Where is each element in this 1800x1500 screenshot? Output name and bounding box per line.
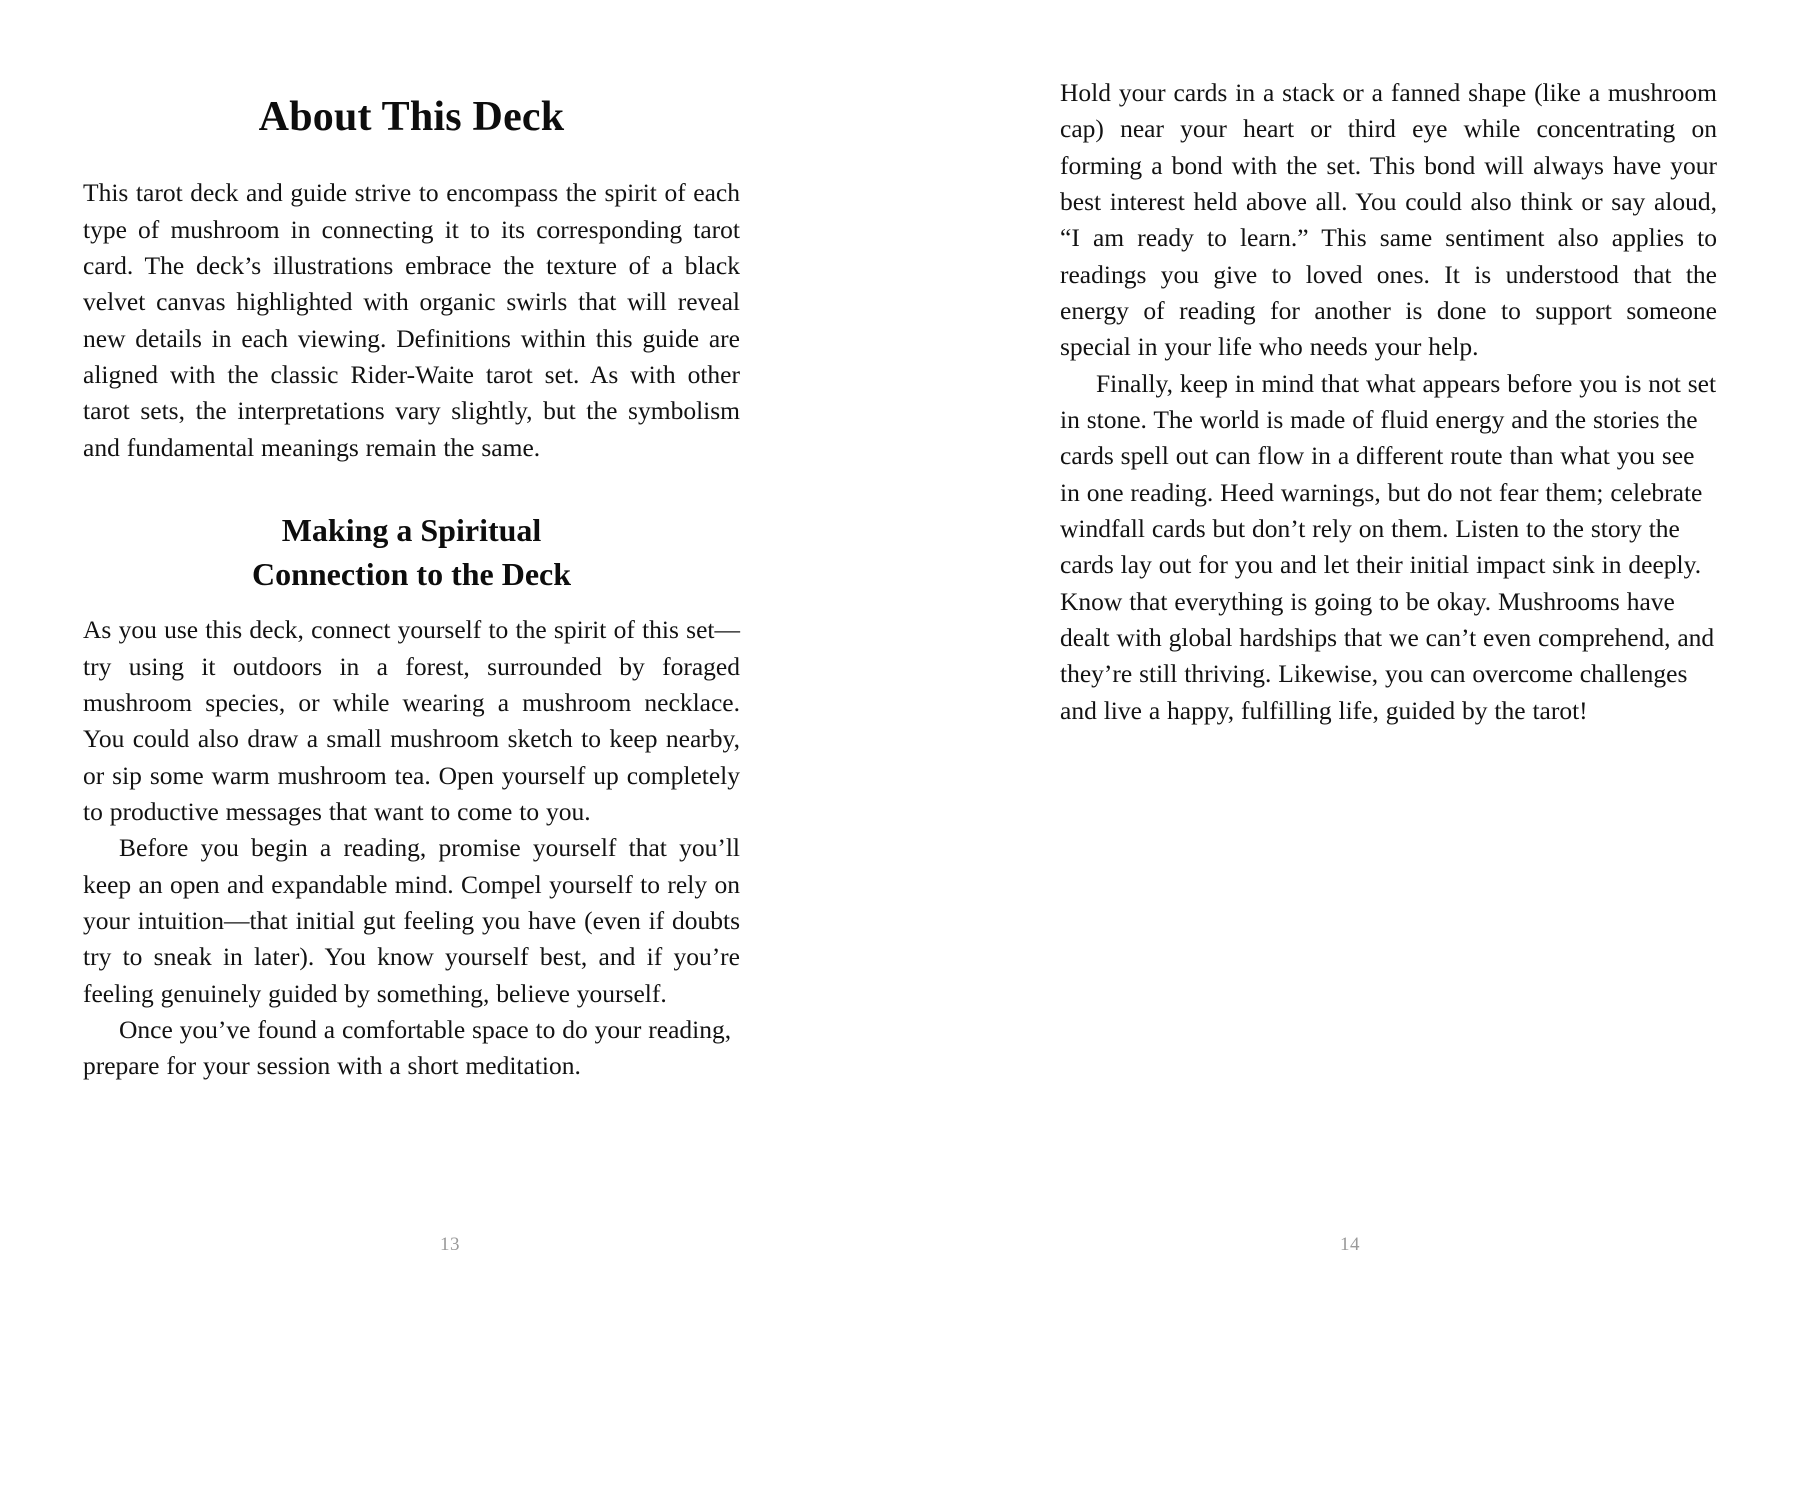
left-page-text-column bbox=[83, 93, 740, 1085]
page-number-left: 13 bbox=[440, 1234, 460, 1255]
right-page bbox=[900, 0, 1800, 1500]
paragraph-finally-keep-in-mind: Finally, keep in mind that what appears before you is not set in stone. The world is made of fluid energy and the stories the cards spell out can flow in a different route than what you see in one reading. Heed warnings, but do not fear them; celebrate windfall cards but don’t rely on them. Listen to the story the cards lay out for you and let their initial impact sink in deeply. Know that everything is going to be okay. Mushrooms have dealt with global hardships that we can’t even comprehend, and they’re still thriving. Likewise, you can overcome challenges and live a happy, fulfilling life, guided by the tarot! bbox=[1060, 368, 1717, 725]
paragraph-hold-your-cards: Hold your cards in a stack or a fanned shape (like a mushroom cap) near your heart or third eye while concentrating on forming a bond with the set. This bond will always have your best interest held above all. You could also think or say aloud, “I am ready to learn.” This same sentiment also applies to readings you give to loved ones. It is understood that the energy of reading for another is done to support someone special in your life who needs your help. bbox=[1060, 78, 1717, 362]
section-heading-line-2: Connection to the Deck bbox=[251, 556, 572, 593]
section-heading-spiritual-connection bbox=[83, 508, 740, 596]
paragraph-comfortable-space: Once you’ve found a comfortable space to do your reading, prepare for your session with a short meditation. bbox=[83, 1014, 732, 1081]
paragraph-connect-yourself: As you use this deck, connect yourself to the spirit of this set—try using it outdoors in a forest, surrounded by foraged mushroom species, or while wearing a mushroom necklace. You could also draw a small mushroom sketch to keep nearby, or sip some warm mushroom tea. Open yourself up completely to productive messages that want to come to you. bbox=[83, 615, 740, 826]
right-page-text-column bbox=[1060, 75, 1717, 729]
page-title: About This Deck bbox=[258, 94, 565, 140]
paragraph-before-reading: Before you begin a reading, promise yourself that you’ll keep an open and expandable mind. Compel yourself to rely on your intuition—that initial gut feeling you have (even if doubts try to sneak in later). You know yourself best, and if you’re feeling genuinely guided by something, believe yourself. bbox=[83, 833, 740, 1008]
paragraph-about-deck: This tarot deck and guide strive to encompass the spirit of each type of mushroom in connecting it to its corresponding tarot card. The deck’s illustrations embrace the texture of a black velvet canvas highlighted with organic swirls that will reveal new details in each viewing. Definitions within this guide are aligned with the classic Rider-Waite tarot set. As with other tarot sets, the interpretations vary slightly, but the symbolism and fundamental meanings remain the same. bbox=[83, 178, 740, 462]
page-number-right: 14 bbox=[1340, 1234, 1360, 1255]
section-heading-line-1: Making a Spiritual bbox=[281, 511, 542, 548]
